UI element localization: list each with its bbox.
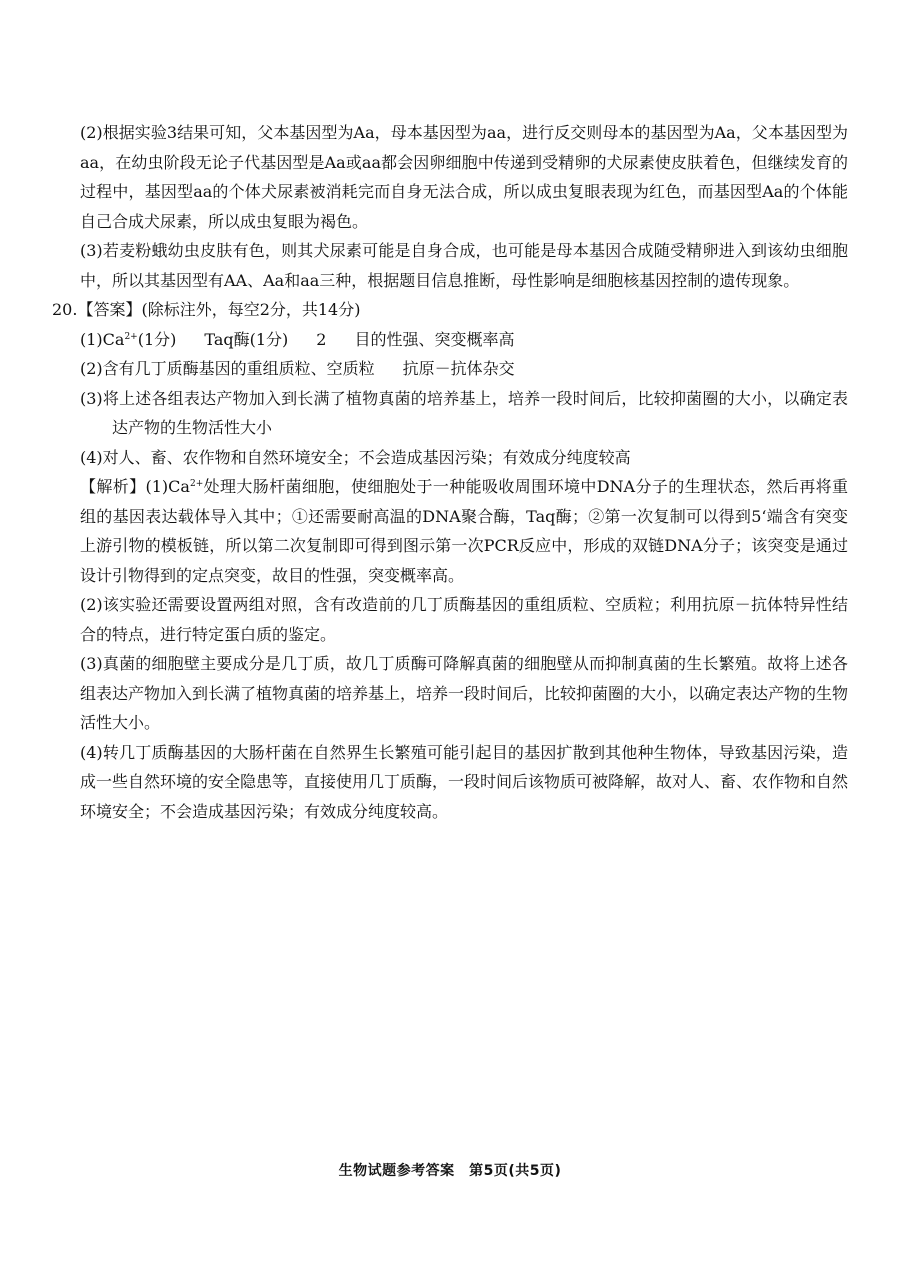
- answer-1-score: (1分): [137, 329, 177, 349]
- answer-1-superscript: 2+: [124, 331, 138, 342]
- answer-1-prefix: (1)Ca: [80, 329, 125, 349]
- answer-1-enzyme: Taq酶(1分): [204, 329, 289, 349]
- q19-part2-paragraph: (2)根据实验3结果可知，父本基因型为Aa，母本基因型为aa，进行反交则母本的基因型为Aa，父本基因型为aa，在幼虫阶段无论子代基因型是Aa或aa都会因卵细胞中传递到受精卵的犬尿素使皮肤着色，但继续发育的过程中，基因型aa的个体犬尿素被消耗完而自身无法合成，所以成虫复眼表现为红色，而基因型Aa的个体能自己合成犬尿素，所以成虫复眼为褐色。: [80, 123, 848, 231]
- answer-content: [52, 118, 849, 826]
- q19-part3-paragraph: (3)若麦粉蛾幼虫皮肤有色，则其犬尿素可能是自身合成，也可能是母本基因合成随受精卵进入到该幼虫细胞中，所以其基因型有AA、Aa和aa三种，根据题目信息推断，母性影响是细胞核基因控制的遗传现象。: [80, 241, 848, 290]
- analysis-1-text: 处理大肠杆菌细胞，使细胞处于一种能吸收周围环境中DNA分子的生理状态，然后再将重组的基因表达载体导入其中；①还需要耐高温的DNA聚合酶，Taq酶；②第一次复制可以得到5‘端含有突变上游引物的模板链，所以第二次复制即可得到图示第一次PCR反应中，形成的双链DNA分子；该突变是通过设计引物得到的定点突变，故目的性强，突变概率高。: [80, 477, 848, 585]
- page-footer: 生物试题参考答案 第5页(共5页): [338, 1163, 562, 1179]
- q20-answer-3: (3)将上述各组表达产物加入到长满了植物真菌的培养基上，培养一段时间后，比较抑菌圈的大小，以确定表达产物的生物活性大小: [80, 388, 848, 437]
- answer-2-method: 抗原－抗体杂交: [402, 359, 515, 378]
- analysis-1-prefix: 【解析】(1)Ca: [80, 477, 190, 496]
- answer-2-controls: (2)含有几丁质酶基因的重组质粒、空质粒: [80, 359, 375, 378]
- q20-analysis-4: (4)转几丁质酶基因的大肠杆菌在自然界生长繁殖可能引起目的基因扩散到其他种生物体，导致基因污染，造成一些自然环境的安全隐患等，直接使用几丁质酶，一段时间后该物质可被降解，故对人、畜、农作物和自然环境安全；不会造成基因污染；有效成分纯度较高。: [80, 742, 849, 821]
- q20-analysis-2: (2)该实验还需要设置两组对照，含有改造前的几丁质酶基因的重组质粒、空质粒；利用抗原－抗体特异性结合的特点，进行特定蛋白质的鉴定。: [80, 595, 848, 644]
- q20-answer-4: (4)对人、畜、农作物和自然环境安全；不会造成基因污染；有效成分纯度较高: [80, 447, 631, 467]
- q20-answer-1: [80, 325, 848, 355]
- q20-analysis-1: [80, 472, 848, 590]
- q20-answer-header: 20.【答案】(除标注外，每空2分，共14分): [52, 300, 361, 319]
- answer-1-count: 2: [316, 329, 327, 349]
- q20-answer-2: [80, 354, 848, 384]
- q20-analysis-3: (3)真菌的细胞壁主要成分是几丁质，故几丁质酶可降解真菌的细胞壁从而抑制真菌的生长繁殖。故将上述各组表达产物加入到长满了植物真菌的培养基上，培养一段时间后，比较抑菌圈的大小，以确定表达产物的生物活性大小。: [80, 654, 849, 732]
- analysis-1-superscript: 2+: [189, 479, 204, 489]
- answer-1-advantage: 目的性强、突变概率高: [354, 329, 515, 349]
